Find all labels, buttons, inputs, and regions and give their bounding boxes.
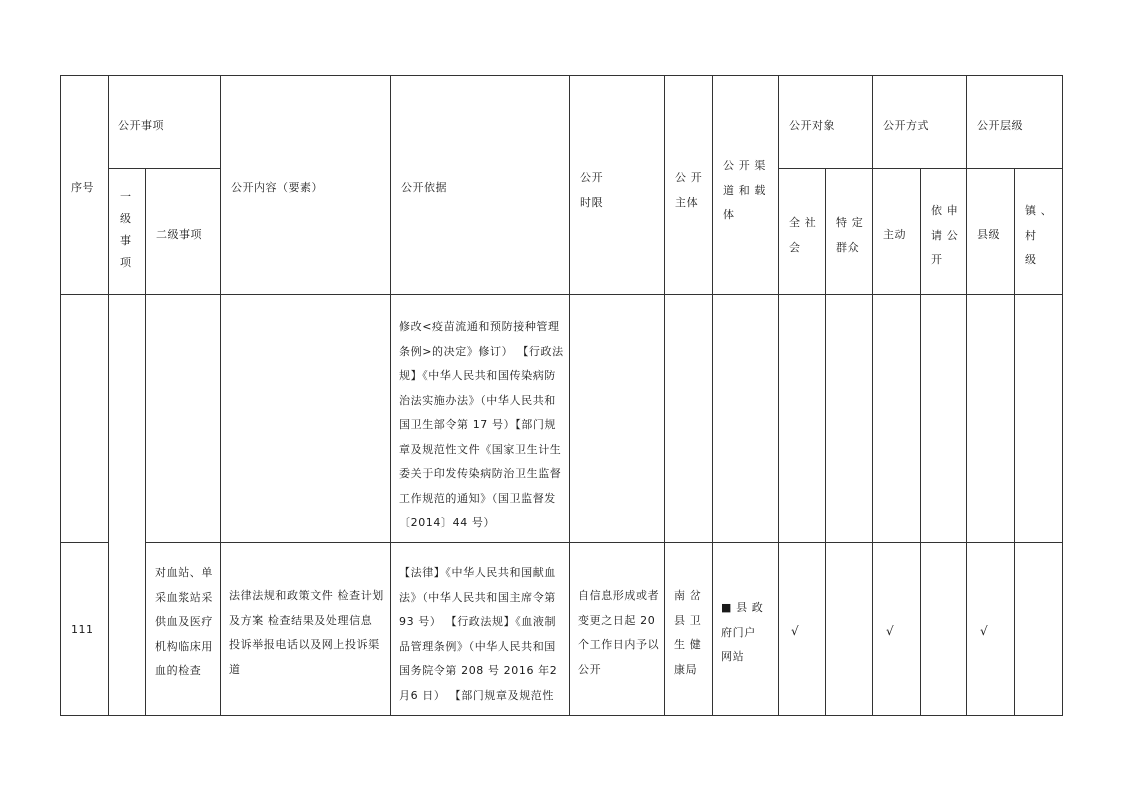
header-channel: 公 开 渠 道 和 载 体 [723, 159, 766, 221]
row-basis: 修改<疫苗流通和预防接种管理条例>的决定》修订） 【行政法规】《中华人民共和国传染病防治法实施办法》（中华人民共和国卫生部令第 17 号）【部门规章及规范性文件《国家卫生计生委关于印发传染病防治卫生监督工作规范的通知》（国卫监督发〔2014〕44 号） [399, 320, 564, 529]
table-border-bottom [60, 715, 1063, 716]
header-target-all: 全 社 会 [789, 216, 817, 254]
col-divider [145, 168, 146, 716]
col-divider [108, 75, 109, 716]
col-divider [569, 75, 570, 716]
col-divider [920, 168, 921, 716]
row-content: 法律法规和政策文件 检查计划及方案 检查结果及处理信息 投诉举报电话以及网上投诉渠道 [229, 589, 384, 676]
check-method-active: √ [886, 624, 894, 638]
header-target-group: 公开对象 [789, 119, 835, 132]
header-method-apply: 依 申 请 公 开 [931, 204, 959, 266]
table-border-right [1062, 75, 1063, 716]
check-level-county: √ [980, 624, 988, 638]
row-level2: 对血站、单采血浆站采供血及医疗机构临床用血的检查 [155, 566, 213, 677]
header-level2: 二级事项 [156, 228, 202, 241]
col-divider [664, 75, 665, 716]
col-divider [1014, 168, 1015, 716]
header-items-group: 公开事项 [118, 119, 164, 132]
header-level-town: 镇 、 村 级 [1025, 204, 1053, 266]
col-divider [390, 75, 391, 716]
row-time-limit: 自信息形成或者变更之日起 20 个工作日内予以公开 [578, 589, 660, 676]
row-channel: ■ 县 政 府门户 网站 [721, 601, 764, 663]
check-target-all: √ [791, 624, 799, 638]
header-method-active: 主动 [883, 228, 906, 241]
header-level-county: 县级 [977, 228, 1000, 241]
col-divider [220, 75, 221, 716]
col-divider [872, 75, 873, 716]
header-method-group: 公开方式 [883, 119, 929, 132]
header-level-group: 公开层级 [977, 119, 1023, 132]
row-subject: 南 岔 县 卫 生 健 康局 [674, 589, 702, 676]
table-border-top [60, 75, 1063, 76]
header-time-limit: 公开 时限 [580, 171, 604, 209]
table-border-left [60, 75, 61, 716]
header-bottom [60, 294, 1063, 295]
row-seq: 111 [71, 623, 94, 636]
header-basis: 公开依据 [401, 181, 447, 194]
header-content: 公开内容（要素） [231, 181, 323, 194]
header-subject: 公 开 主体 [675, 171, 703, 209]
col-divider [825, 168, 826, 716]
row-divider [60, 542, 108, 543]
col-divider [712, 75, 713, 716]
row-basis: 【法律】《中华人民共和国献血法》（中华人民共和国主席令第 93 号） 【行政法规】《血液制品管理条例》（中华人民共和国国务院令第 208 号 2016 年2 月6 日） 【部门规章及规范性 [399, 566, 562, 702]
header-level1: 一 级 事 项 [120, 190, 132, 269]
header-seq: 序号 [71, 181, 94, 194]
header-target-specific: 特 定 群众 [836, 216, 864, 254]
header-divider [108, 168, 220, 169]
row-divider [145, 542, 1063, 543]
col-divider [966, 75, 967, 716]
